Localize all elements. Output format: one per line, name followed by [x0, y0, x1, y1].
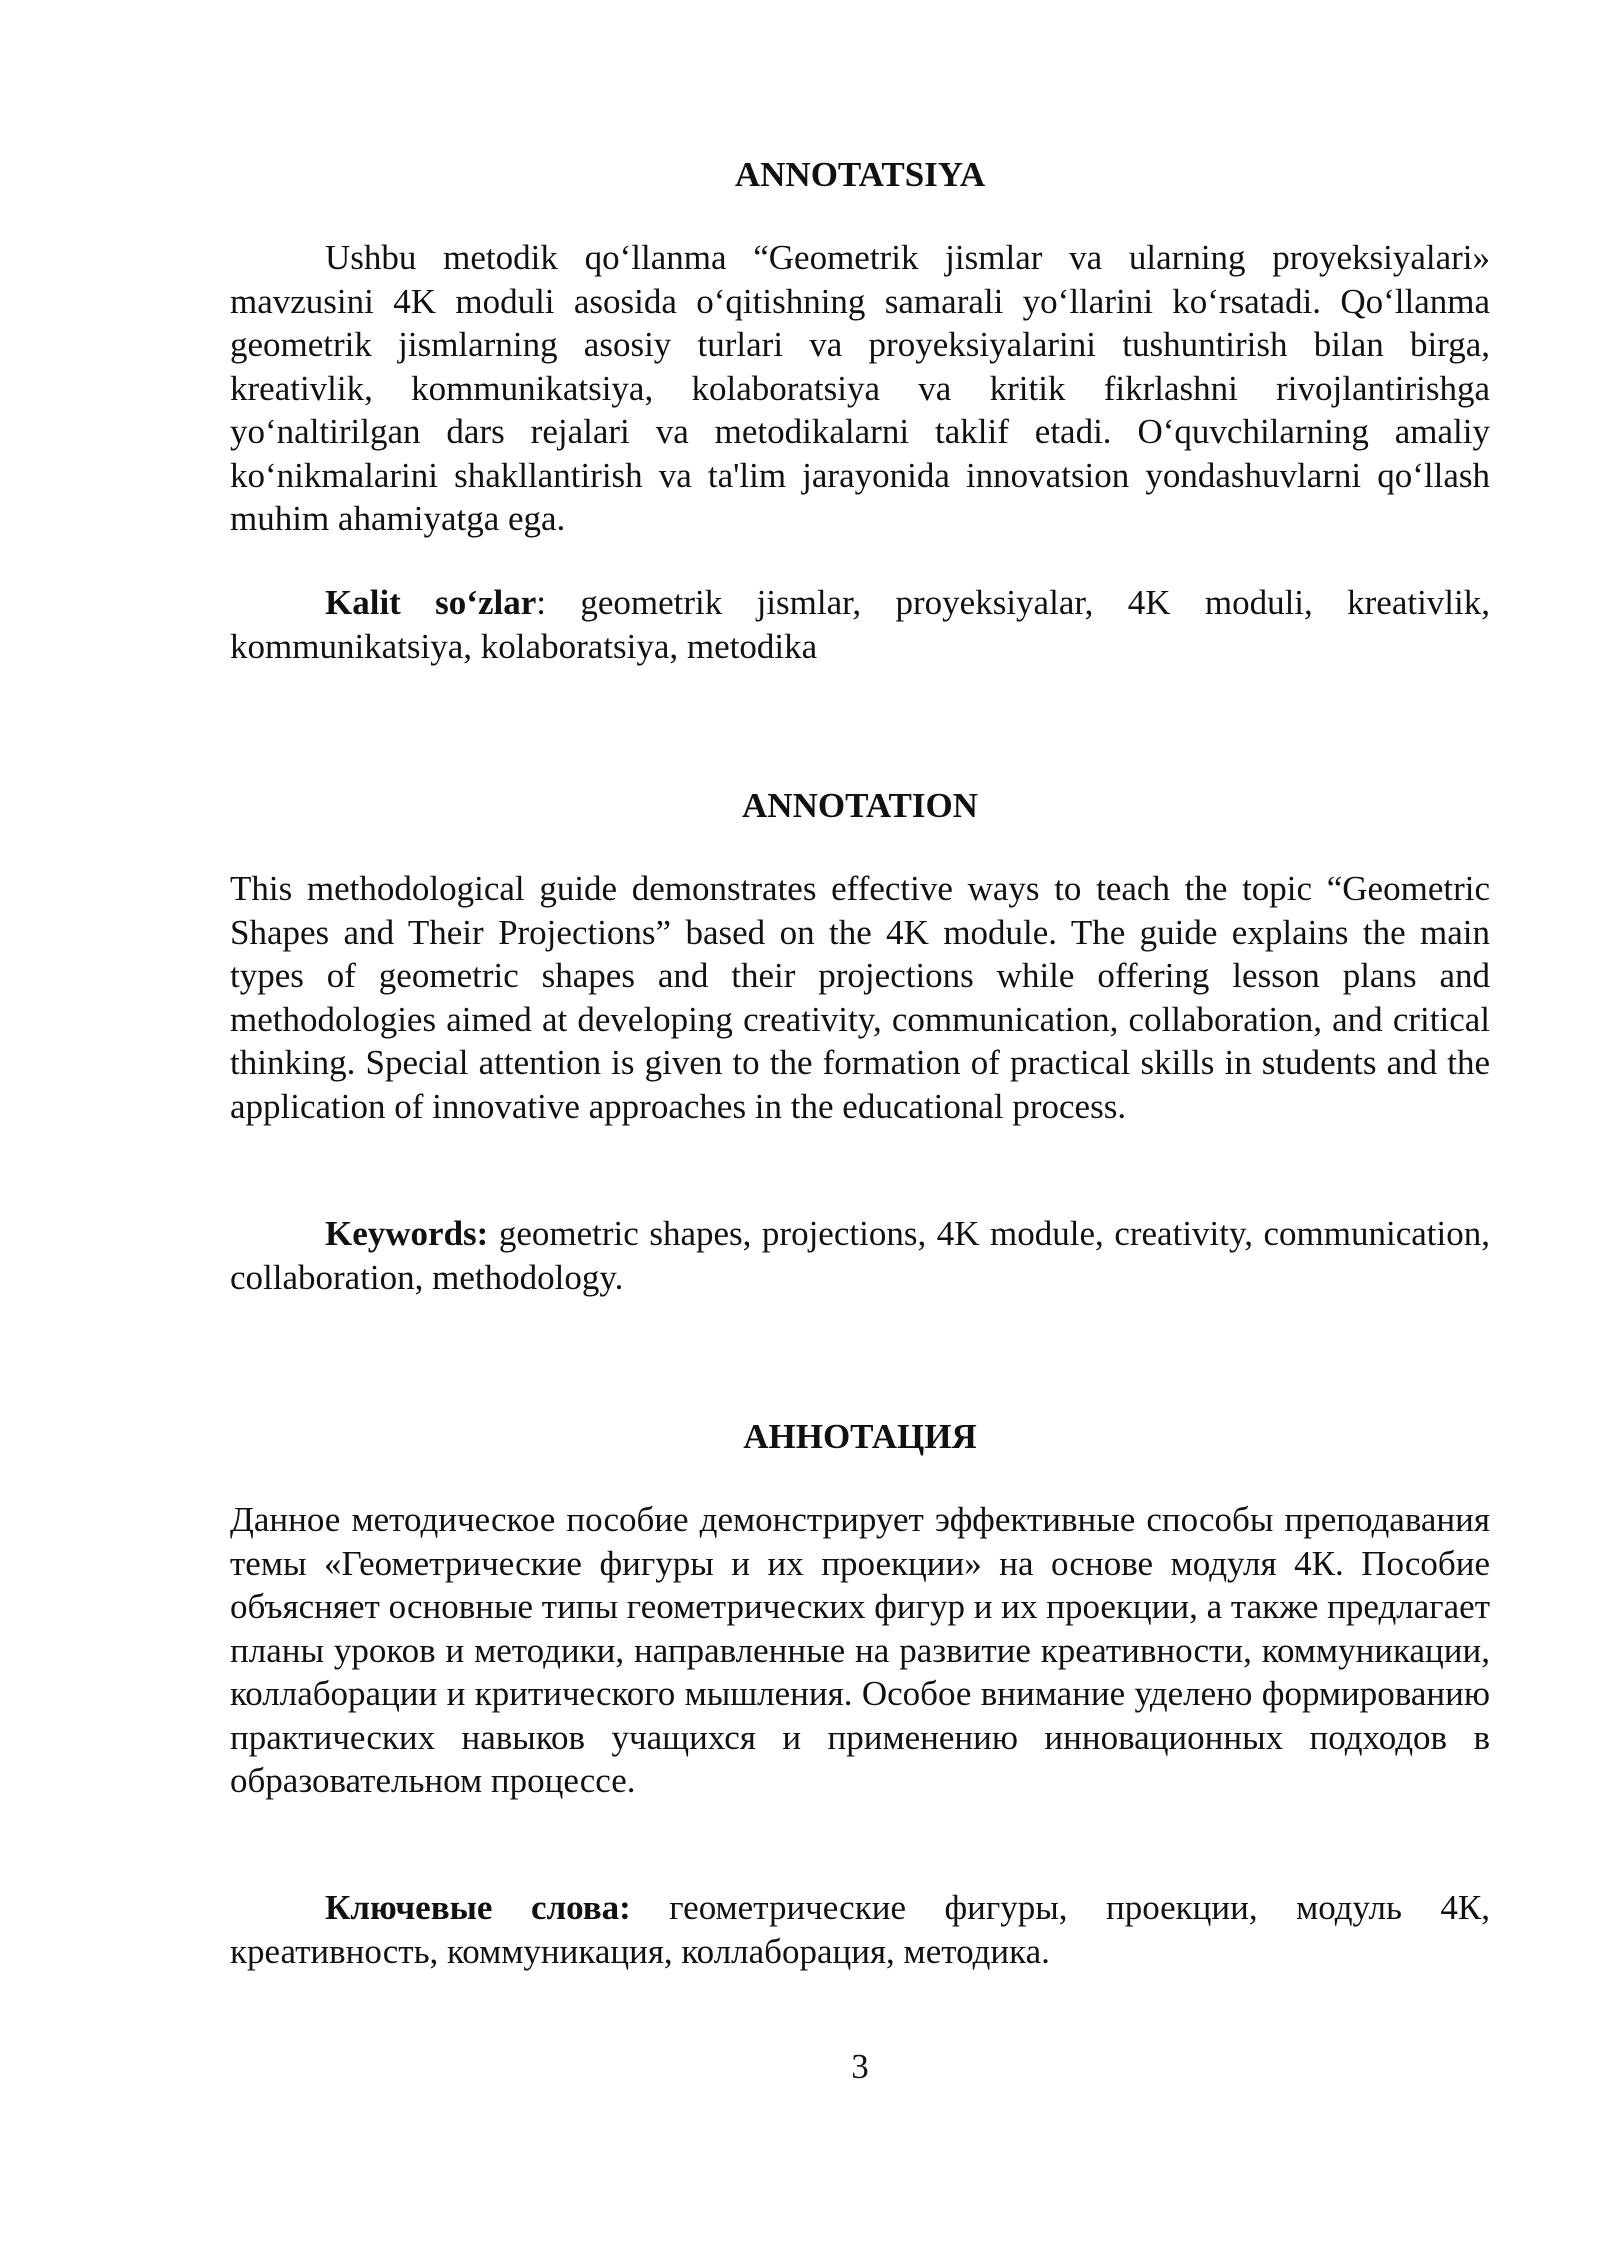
section-heading-russian: АННОТАЦИЯ [743, 1417, 977, 1456]
keywords-uzbek [230, 581, 1490, 668]
keywords-english [230, 1212, 1490, 1299]
page-number: 3 [851, 2047, 869, 2086]
keywords-russian [230, 1886, 1490, 1973]
keywords-text-russian: геометрические фигуры, проекции, модуль 4К, креативность, коммуникация, коллаборация, методика. [230, 1888, 1490, 1971]
section-heading-english: ANNOTATION [742, 786, 978, 825]
keywords-label-russian: Ключевые слова: [325, 1888, 631, 1927]
section-body-uzbek: Ushbu metodik qo‘llanma “Geometrik jismlar va ularning proyeksiyalari» mavzusini 4K moduli asosida o‘qitishning samarali yo‘llarini ko‘rsatadi. Qo‘llanma geometrik jismlarning asosiy turlari va proyeksiyalarini tushuntirish bilan birga, kreativlik, kommunikatsiya, kolaboratsiya va kritik fikrlashni rivojlantirishga yo‘naltirilgan dars rejalari va metodikalarni taklif etadi. O‘quvchilarning amaliy ko‘nikmalarini shakllantirish va ta'lim jarayonida innovatsion yondashuvlarni qo‘llash muhim ahamiyatga ega. [230, 238, 1490, 538]
keywords-label-english: Keywords: [325, 1214, 489, 1253]
keywords-text-english: geometric shapes, projections, 4K module, creativity, communication, collaboration, methodology. [230, 1214, 1490, 1297]
section-body-english: This methodological guide demonstrates effective ways to teach the topic “Geometric Shapes and Their Projections” based on the 4K module. The guide explains the main types of geometric shapes and their projections while offering lesson plans and methodologies aimed at developing creativity, communication, collaboration, and critical thinking. Special attention is given to the formation of practical skills in students and the application of innovative approaches in the educational process. [230, 869, 1490, 1126]
keywords-text-uzbek: : geometrik jismlar, proyeksiyalar, 4K moduli, kreativlik, kommunikatsiya, kolaboratsiya, metodika [230, 583, 1490, 666]
keywords-label-uzbek: Kalit so‘zlar [325, 583, 537, 622]
section-heading-uzbek: ANNOTATSIYA [734, 155, 986, 194]
section-body-russian: Данное методическое пособие демонстрирует эффективные способы преподавания темы «Геометрические фигуры и их проекции» на основе модуля 4К. Пособие объясняет основные типы геометрических фигур и их проекции, а также предлагает планы уроков и методики, направленные на развитие креативности, коммуникации, коллаборации и критического мышления. Особое внимание уделено формированию практических навыков учащихся и применению инновационных подходов в образовательном процессе. [230, 1500, 1490, 1800]
page-content [230, 0, 1490, 2262]
